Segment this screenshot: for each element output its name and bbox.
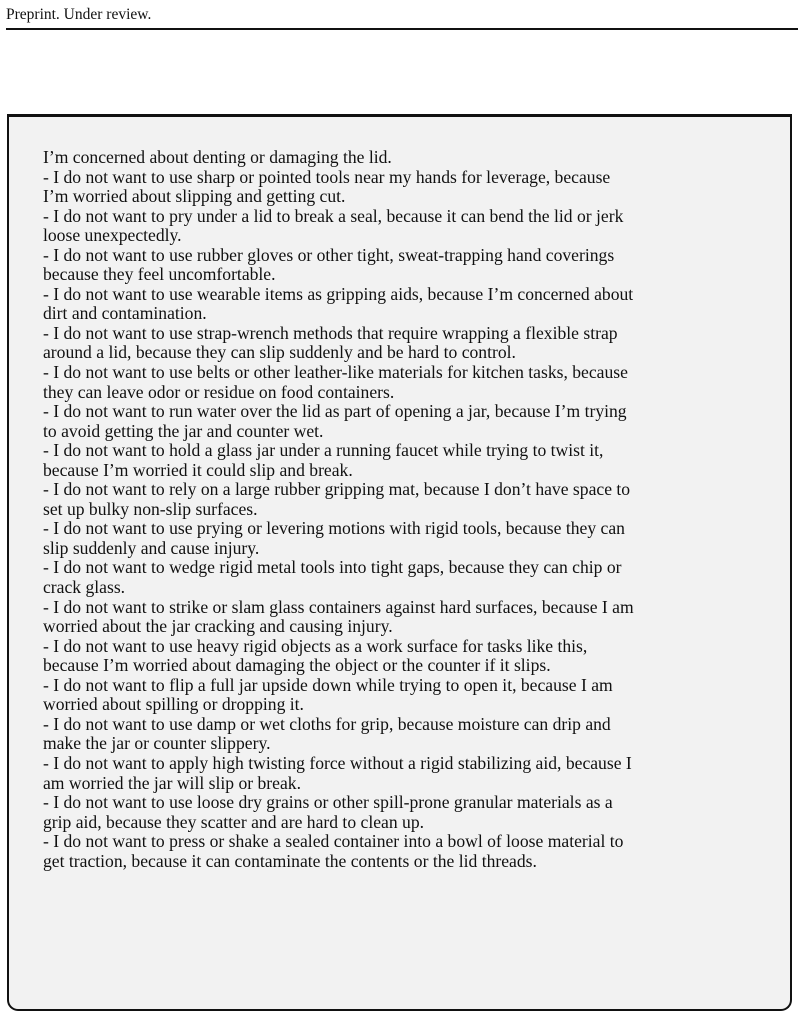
box-line: - I do not want to use heavy rigid objects as a work surface for tasks like this,	[43, 635, 588, 656]
box-line: - I do not want to use belts or other leather-like materials for kitchen tasks, because	[43, 362, 628, 383]
box-line: - I do not want to use rubber gloves or other tight, sweat-trapping hand coverings	[43, 244, 615, 265]
box-line: - I do not want to apply high twisting force without a rigid stabilizing aid, because I	[43, 752, 632, 773]
box-line: crack glass.	[43, 577, 126, 598]
box-line: because they feel uncomfortable.	[43, 264, 276, 285]
box-line: - I do not want to use sharp or pointed tools near my hands for leverage, because	[43, 166, 611, 187]
box-line: I’m concerned about denting or damaging the lid.	[43, 147, 392, 167]
header-rule	[6, 28, 798, 30]
box-line: - I do not want to use wearable items as gripping aids, because I’m concerned about	[43, 283, 634, 304]
box-line: because I’m worried about damaging the object or the counter if it slips.	[43, 655, 551, 676]
box-top-rule	[9, 114, 790, 117]
box-line: - I do not want to use strap-wrench methods that require wrapping a flexible strap	[43, 322, 618, 343]
box-line: they can leave odor or residue on food containers.	[43, 381, 395, 402]
box-line: I’m worried about slipping and getting cut.	[43, 186, 346, 207]
box-content	[43, 148, 785, 871]
box-line: - I do not want to press or shake a sealed container into a bowl of loose material to	[43, 831, 624, 852]
box-line: to avoid getting the jar and counter wet.	[43, 420, 324, 441]
box-line: around a lid, because they can slip suddenly and be hard to control.	[43, 342, 516, 363]
box-line: - I do not want to pry under a lid to break a seal, because it can bend the lid or jerk	[43, 205, 624, 226]
box-line: get traction, because it can contaminate the contents or the lid threads.	[43, 850, 537, 871]
box-line: dirt and contamination.	[43, 303, 207, 324]
box-line: - I do not want to hold a glass jar under a running faucet while trying to twist it,	[43, 440, 604, 461]
box-line: - I do not want to use damp or wet cloths for grip, because moisture can drip and	[43, 713, 611, 734]
box-line: make the jar or counter slippery.	[43, 733, 271, 754]
box-line: loose unexpectedly.	[43, 225, 182, 246]
box-line: - I do not want to flip a full jar upside down while trying to open it, because I am	[43, 674, 613, 695]
box-line: set up bulky non-slip surfaces.	[43, 498, 258, 519]
box-line: - I do not want to wedge rigid metal tools into tight gaps, because they can chip or	[43, 557, 622, 578]
box-line: - I do not want to rely on a large rubber gripping mat, because I don’t have space to	[43, 479, 631, 500]
box-line: because I’m worried it could slip and break.	[43, 459, 353, 480]
box-line: - I do not want to use loose dry grains or other spill-prone granular materials as a	[43, 792, 613, 813]
box-line: slip suddenly and cause injury.	[43, 537, 260, 558]
preference-box	[7, 114, 792, 1011]
running-header: Preprint. Under review.	[6, 6, 152, 23]
box-line: - I do not want to use prying or levering motions with rigid tools, because they can	[43, 518, 625, 539]
box-line: - I do not want to strike or slam glass containers against hard surfaces, because I am	[43, 596, 634, 617]
box-line: worried about the jar cracking and causing injury.	[43, 616, 393, 637]
box-line: grip aid, because they scatter and are hard to clean up.	[43, 811, 425, 832]
box-line: worried about spilling or dropping it.	[43, 694, 304, 715]
box-line: - I do not want to run water over the lid as part of opening a jar, because I’m trying	[43, 401, 627, 422]
box-line: am worried the jar will slip or break.	[43, 772, 301, 793]
